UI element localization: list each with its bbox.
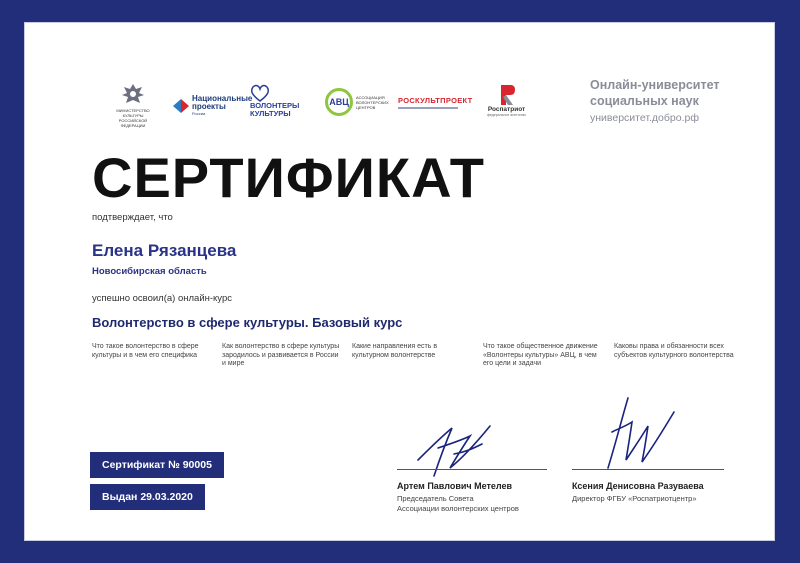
recipient-region: Новосибирская область [92,266,207,277]
topic-item: Что такое общественное движение «Волонтеры культуры» АВЦ, в чем его цели и задачи [483,343,598,367]
roskultproekt-label: РОСКУЛЬТПРОЕКТ [398,96,473,105]
university-line2: социальных наук [590,94,699,108]
avc-caption: АССОЦИАЦИЯ ВОЛОНТЕРСКИХ ЦЕНТРОВ [356,94,389,110]
signature-2-name: Ксения Денисовна Разуваева [572,481,704,491]
rospatriot-icon [497,84,517,106]
avc-label: АВЦ [329,97,349,107]
issue-date-badge: Выдан 29.03.2020 [90,484,205,510]
volunteers-of-culture-logo [250,84,299,118]
avc-logo [325,88,400,116]
university-url: университет.добро.рф [590,112,699,124]
recipient-name: Елена Рязанцева [92,241,237,260]
rospatriot-label: Роспатриот [487,106,526,113]
university-name [590,77,720,109]
avc-circle-icon [325,88,353,116]
national-projects-icon [173,99,189,113]
national-projects-line1: Национальные [192,94,253,103]
partner-logos [85,82,535,128]
signature-1-line [397,469,547,470]
roskultproekt-logo [398,96,472,109]
national-projects-line3: России [192,111,206,116]
volunteers-heart-icon [250,84,270,102]
topic-item: Как волонтерство в сфере культуры зародилось и развивается в России и мире [222,343,340,367]
rospatriot-caption: федеральное агентство [487,113,527,117]
ministry-caption: МИНИСТЕРСТВО КУЛЬТУРЫ РОССИЙСКОЙ ФЕДЕРАЦИИ [116,108,150,128]
volunteers-line2: КУЛЬТУРЫ [250,109,291,118]
eagle-emblem-icon [120,82,146,108]
volunteers-line1: ВОЛОНТЕРЫ [250,101,300,110]
certificate-title: СЕРТИФИКАТ [92,146,485,209]
signature-2-line [572,469,724,470]
national-projects-logo [173,95,252,116]
signature-1-role [397,494,519,514]
mastered-text: успешно освоил(а) онлайн-курс [92,293,232,304]
signature-1-name: Артем Павлович Метелев [397,481,513,491]
topic-item: Какие направления есть в культурном волонтерстве [352,343,438,359]
signature-1-image [410,418,500,484]
course-title: Волонтерство в сфере культуры. Базовый курс [92,315,403,330]
certificate-number-badge: Сертификат № 90005 [90,452,224,478]
rospatriot-logo [487,84,526,117]
university-line1: Онлайн-университет [590,78,720,92]
topic-item: Каковы права и обязанности всех субъектов культурного волонтерства [614,343,734,359]
signature-1-role-line2: Ассоциации волонтерских центров [397,504,519,513]
signature-2-role: Директор ФГБУ «Роспатриотцентр» [572,494,697,503]
ministry-logo [113,82,153,128]
national-projects-line2: проекты [192,102,226,111]
confirms-text: подтверждает, что [92,212,173,223]
roskultproekt-underline [398,107,458,109]
signature-2-image [598,392,678,474]
signature-1-role-line1: Председатель Совета [397,494,474,503]
topic-item: Что такое волонтерство в сфере культуры и в чем его специфика [92,343,199,359]
